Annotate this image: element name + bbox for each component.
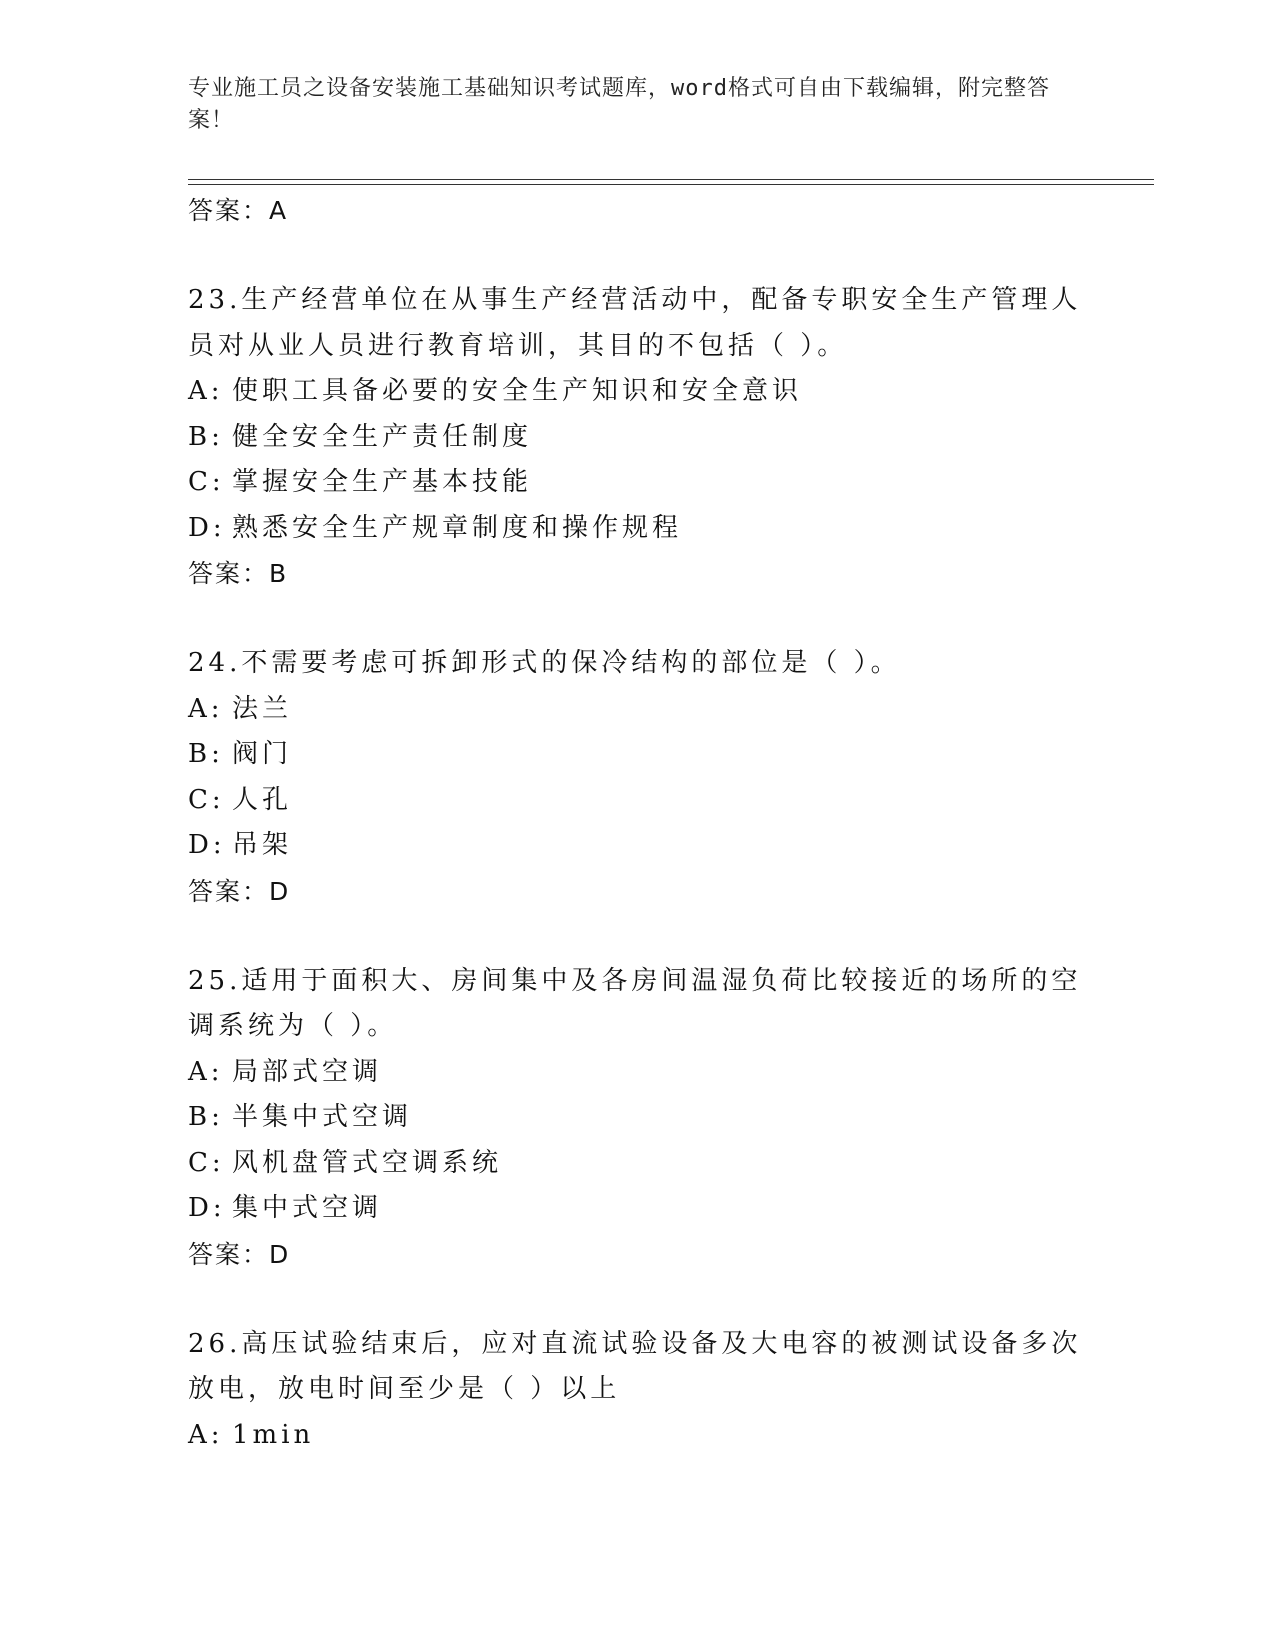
option-key: B: <box>188 739 224 769</box>
answer-value: B <box>269 559 289 588</box>
answer-value: A <box>269 196 289 225</box>
option-c <box>188 460 1088 506</box>
option-a <box>188 687 1088 733</box>
option-a <box>188 369 1088 415</box>
option-key: C: <box>188 1147 225 1178</box>
option-key: B: <box>188 421 224 452</box>
spacer <box>188 597 1088 641</box>
option-text: 吊架 <box>232 830 293 860</box>
spacer <box>188 234 1088 278</box>
question-block-23 <box>188 278 1088 597</box>
option-text: 熟悉安全生产规章制度和操作规程 <box>232 512 683 543</box>
header-divider-top <box>188 179 1154 180</box>
option-d <box>188 506 1088 552</box>
option-c <box>188 778 1088 824</box>
spacer <box>188 915 1088 959</box>
option-a <box>188 1413 1088 1459</box>
option-text: 法兰 <box>232 693 293 724</box>
answer-value: D <box>269 1239 291 1269</box>
answer-label: 答案： <box>188 876 270 906</box>
option-text: 半集中式空调 <box>232 1102 413 1132</box>
option-text: 掌握安全生产基本技能 <box>232 467 533 497</box>
answer-label: 答案： <box>188 196 270 225</box>
answer-line-22 <box>188 188 1088 234</box>
question-list <box>188 188 1088 1458</box>
question-block-25 <box>188 959 1088 1278</box>
option-key: A: <box>188 693 224 724</box>
option-b <box>188 732 1088 778</box>
option-key: D: <box>188 1193 226 1223</box>
header-divider-bottom <box>188 184 1154 185</box>
option-key: C: <box>188 784 225 815</box>
option-c <box>188 1141 1088 1187</box>
option-text: 健全安全生产责任制度 <box>232 421 533 452</box>
option-b <box>188 1095 1088 1141</box>
option-key: D: <box>188 512 226 543</box>
question-stem: 26.高压试验结束后，应对直流试验设备及大电容的被测试设备多次放电，放电时间至少是（ ）以上 <box>188 1328 1082 1404</box>
option-key: A: <box>188 1056 224 1087</box>
option-text: 人孔 <box>232 784 293 815</box>
option-a <box>188 1050 1088 1096</box>
answer-line <box>188 1232 1088 1278</box>
option-b <box>188 415 1088 461</box>
option-text: 局部式空调 <box>232 1056 383 1087</box>
question-block-24 <box>188 641 1088 915</box>
question-stem: 23.生产经营单位在从事生产经营活动中，配备专职安全生产管理人员对从业人员进行教育培训，其目的不包括（ ）。 <box>188 285 1082 361</box>
answer-label: 答案： <box>188 559 270 588</box>
option-text: 风机盘管式空调系统 <box>232 1147 503 1178</box>
question-stem: 24.不需要考虑可拆卸形式的保冷结构的部位是（ ）。 <box>188 648 901 678</box>
option-text: 阀门 <box>232 739 293 769</box>
answer-line <box>188 869 1088 915</box>
option-key: A: <box>188 1419 224 1450</box>
document-header: 专业施工员之设备安装施工基础知识考试题库，word格式可自由下载编辑，附完整答案！ <box>188 76 1050 133</box>
answer-label: 答案： <box>188 1239 270 1269</box>
question-block-26 <box>188 1322 1088 1459</box>
option-text: 集中式空调 <box>232 1193 383 1223</box>
option-d <box>188 823 1088 869</box>
option-key: A: <box>188 376 224 406</box>
answer-value: D <box>269 876 291 906</box>
option-text: 1min <box>232 1419 315 1450</box>
option-key: B: <box>188 1102 224 1132</box>
option-text: 使职工具备必要的安全生产知识和安全意识 <box>232 376 803 406</box>
option-key: D: <box>188 830 226 860</box>
option-key: C: <box>188 467 225 497</box>
option-d <box>188 1186 1088 1232</box>
question-stem: 25.适用于面积大、房间集中及各房间温湿负荷比较接近的场所的空调系统为（ ）。 <box>188 965 1082 1041</box>
spacer <box>188 1278 1088 1322</box>
answer-line <box>188 551 1088 597</box>
